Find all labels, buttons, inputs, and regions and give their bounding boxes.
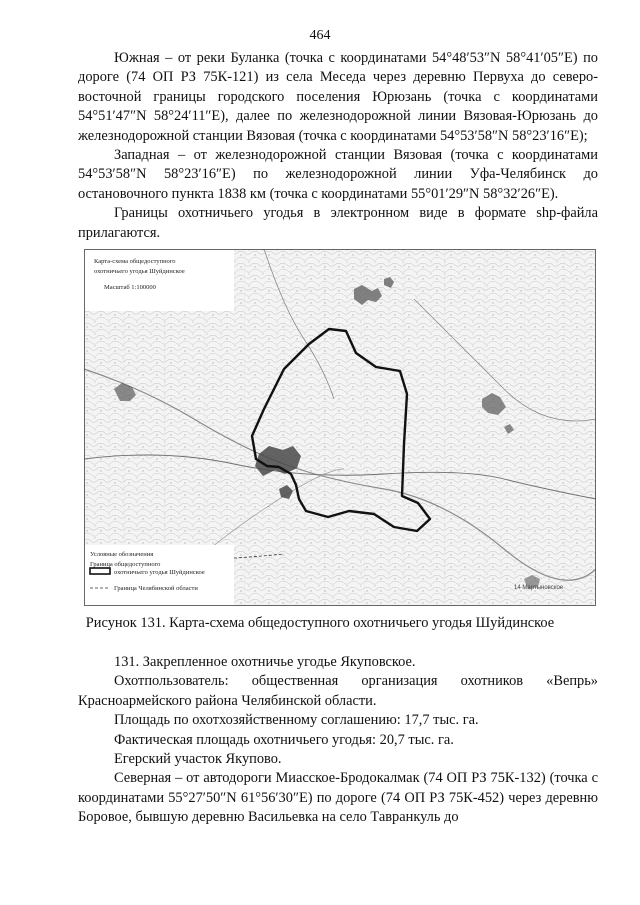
figure-caption: Рисунок 131. Карта-схема общедоступного охотничьего угодья Шуйдинское [85,615,555,631]
paragraph-item-131: 131. Закрепленное охотничье угодье Якуповское. [114,654,416,670]
map-corner-label: 14 Мартыновское [514,585,564,591]
text-block-bottom [78,653,598,828]
map-legend [84,545,234,606]
map-title-line1: Карта-схема общедоступного [94,258,176,265]
text-block-top [78,49,598,243]
map-title-line2: охотничьего угодья Шуйдинское [94,268,185,275]
paragraph-hunting-user: Охотпользователь: общественная организация охотников «Вепрь» Красноармейского района Челябинской области. [78,673,598,709]
paragraph-north-border: Северная – от автодороги Миасское-Бродокалмак (74 ОП РЗ 75К-132) (точка с координатами 55°27′50″N 61°56′30″E) по дороге (74 ОП РЗ 75К-452) через деревню Боровое, бывшую деревню Васильевка на село Тавранкуль до [78,770,598,826]
paragraph-south-border: Южная – от реки Буланка (точка с координатами 54°48′53″N 58°41′05″E) по дороге (74 ОП РЗ 75К-121) из села Меседа через деревню Первуха до северо-восточной границы городского поселения Юрюзань (точка с координатами 54°51′47″N 58°24′11″E), далее по железнодорожной линии Вязовая-Юрюзань до железнодорожной станции Вязовая (точка с координатами 54°53′58″N 58°23′16″E); [78,50,598,144]
legend-border-symbol [90,568,110,574]
paragraph-ranger-section: Егерский участок Якупово. [114,751,282,768]
paragraph-shp-note: Границы охотничьего угодья в электронном виде в формате shp-файла прилагаются. [78,205,598,241]
paragraph-agreement-area: Площадь по охотхозяйственному соглашению: 17,7 тыс. га. [114,712,479,729]
paragraph-west-border: Западная – от железнодорожной станции Вязовая (точка с координатами 54°53′58″N 58°23′16″E) по железнодорожной линии Уфа-Челябинск до остановочного пункта 1838 км (точка с координатами 55°01′29″N 58°32′26″E). [78,147,598,202]
paragraph-actual-area: Фактическая площадь охотничьего угодья: 20,7 тыс. га. [114,731,454,748]
legend-item1-line2: охотничьего угодья Шуйдинское [114,569,205,576]
map-figure [84,249,596,606]
map-title-box [84,249,234,311]
map-scale: Масштаб 1:100000 [104,284,156,291]
legend-item1-line1: Граница общедоступного [90,561,161,568]
legend-title: Условные обозначения [90,551,154,558]
page-number: 464 [309,28,331,43]
legend-item2: Граница Челябинской области [114,585,198,592]
